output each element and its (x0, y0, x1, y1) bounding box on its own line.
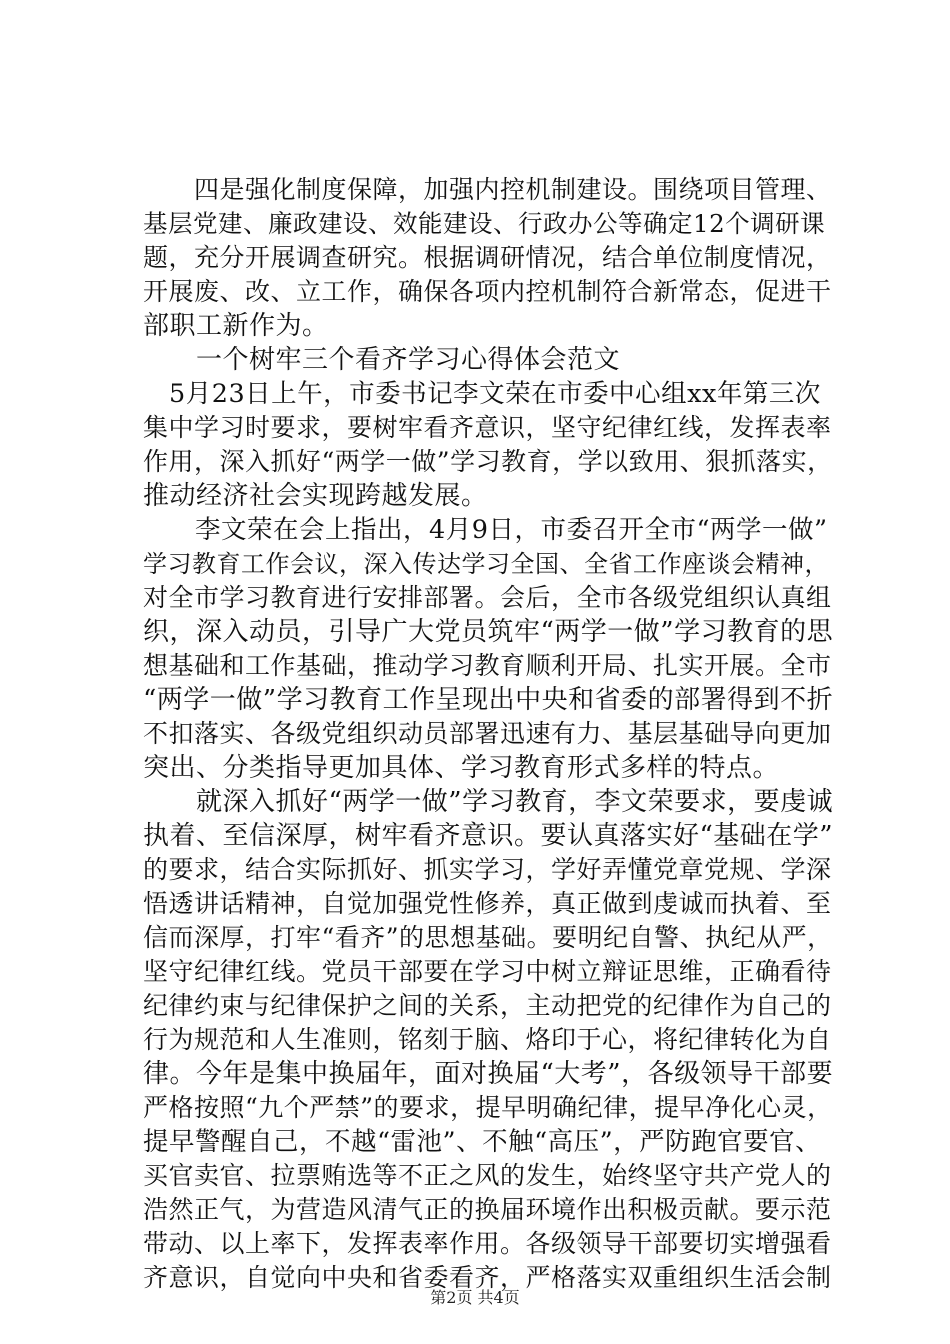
text-line: 浩然正气，为营造风清气正的换届环境作出积极贡献。要示范 (143, 1195, 832, 1224)
text-line: 四是强化制度保障，加强内控机制建设。围绕项目管理、 (143, 175, 832, 204)
text-line: 学习教育工作会议，深入传达学习全国、全省工作座谈会精神， (143, 550, 829, 578)
page-number-footer: 第2页 共4页 (430, 1288, 520, 1307)
text-line: 严格按照“九个严禁”的要求，提早明确纪律，提早净化心灵， (143, 1093, 833, 1122)
text-line: 开展废、改、立工作，确保各项内控机制符合新常态，促进干 (143, 277, 832, 306)
text-line: 律。今年是集中换届年，面对换届“大考”，各级领导干部要 (143, 1059, 834, 1089)
text-line: 集中学习时要求，要树牢看齐意识，坚守纪律红线，发挥表率 (143, 413, 832, 442)
text-line: 提早警醒自己，不越“雷池”、不触“高压”，严防跑官要官、 (143, 1127, 822, 1157)
text-line: 买官卖官、拉票贿选等不正之风的发生，始终坚守共产党人的 (143, 1161, 832, 1190)
text-line: 想基础和工作基础，推动学习教育顺利开局、扎实开展。全市 (143, 651, 832, 680)
text-line: 题，充分开展调查研究。根据调研情况，结合单位制度情况， (143, 243, 832, 272)
text-line: 部职工新作为。 (143, 311, 329, 341)
section-heading: 一个树牢三个看齐学习心得体会范文 (143, 345, 621, 375)
text-line: 5月23日上午，市委书记李文荣在市委中心组xx年第三次 (143, 379, 821, 409)
text-line: 对全市学习教育进行安排部署。会后，全市各级党组织认真组 (143, 583, 832, 612)
text-line: 执着、至信深厚，树牢看齐意识。要认真落实好“基础在学” (143, 821, 834, 851)
text-line: 纪律约束与纪律保护之间的关系，主动把党的纪律作为自己的 (143, 991, 832, 1020)
text-line: 基层党建、廉政建设、效能建设、行政办公等确定12个调研课 (143, 209, 826, 238)
text-line: 突出、分类指导更加具体、学习教育形式多样的特点。 (143, 753, 780, 783)
text-line: 就深入抓好“两学一做”学习教育，李文荣要求，要虔诚 (143, 787, 834, 817)
text-line: 悟透讲话精神，自觉加强党性修养，真正做到虔诚而执着、至 (143, 889, 832, 918)
text-line: 推动经济社会实现跨越发展。 (143, 481, 488, 511)
text-line: 坚守纪律红线。党员干部要在学习中树立辩证思维，正确看待 (143, 957, 832, 986)
text-line: “两学一做”学习教育工作呈现出中央和省委的部署得到不折 (143, 685, 834, 715)
text-line: 行为规范和人生准则，铭刻于脑、烙印于心，将纪律转化为自 (143, 1025, 832, 1054)
text-line: 作用，深入抓好“两学一做”学习教育，学以致用、狠抓落实， (143, 447, 833, 476)
text-line: 信而深厚，打牢“看齐”的思想基础。要明纪自警、执纪从严， (143, 923, 833, 952)
text-line: 李文荣在会上指出，4月9日，市委召开全市“两学一做” (143, 515, 828, 545)
text-line: 不扣落实、各级党组织动员部署迅速有力、基层基础导向更加 (143, 719, 832, 748)
text-line: 织，深入动员，引导广大党员筑牢“两学一做”学习教育的思 (143, 617, 834, 647)
text-line: 带动、以上率下，发挥表率作用。各级领导干部要切实增强看 (143, 1229, 832, 1258)
text-line: 齐意识，自觉向中央和省委看齐，严格落实双重组织生活会制 (143, 1263, 832, 1292)
text-line: 的要求，结合实际抓好、抓实学习，学好弄懂党章党规、学深 (143, 855, 832, 884)
